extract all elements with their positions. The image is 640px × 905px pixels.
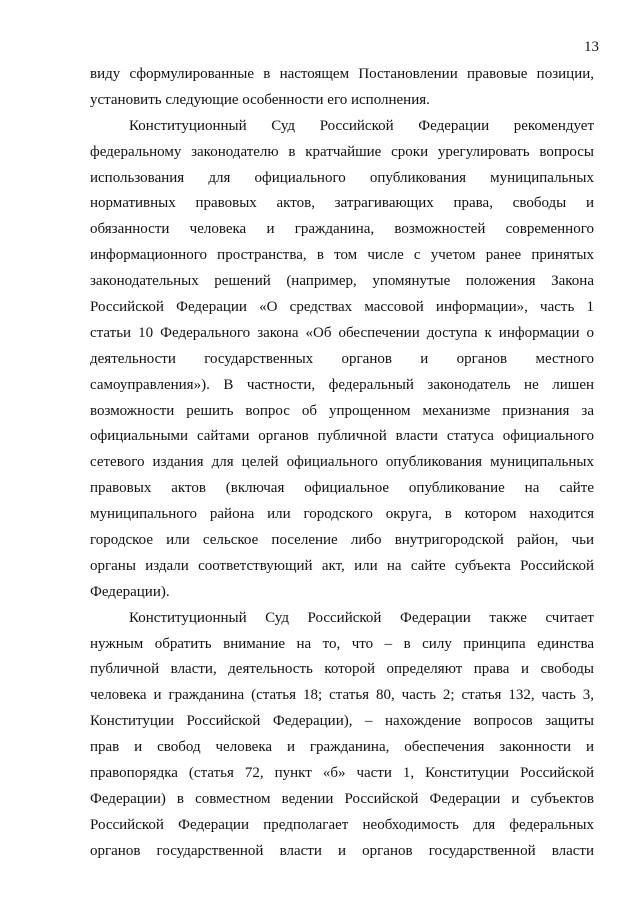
document-body xyxy=(90,62,594,865)
text-line: сетевого издания для целей официального опубликования муниципальных xyxy=(90,454,594,471)
text-line: законодательных решений (например, упомянутые положения Закона xyxy=(90,273,594,290)
text-line: Российской Федерации «О средствах массовой информации», часть 1 xyxy=(90,299,594,316)
text-line: нормативных правовых актов, затрагивающих права, свободы и xyxy=(90,195,594,212)
text-line: установить следующие особенности его исполнения. xyxy=(90,91,430,108)
text-line: информационного пространства, в том числе с учетом ранее принятых xyxy=(90,247,594,264)
text-line: деятельности государственных органов и органов местного xyxy=(90,350,594,367)
text-line: органов государственной власти и органов государственной власти xyxy=(90,842,594,859)
text-line: органы издали соответствующий акт, или на сайте субъекта Российской xyxy=(90,557,594,574)
text-line: правопорядка (статья 72, пункт «б» части 1, Конституции Российской xyxy=(90,765,594,782)
text-line: виду сформулированные в настоящем Постановлении правовые позиции, xyxy=(90,66,594,82)
text-line: Конституционный Суд Российской Федерации рекомендует xyxy=(129,117,594,134)
text-line: федеральному законодателю в кратчайшие сроки урегулировать вопросы xyxy=(90,143,594,160)
text-line: публичной власти, деятельность которой определяют права и свободы xyxy=(90,661,594,678)
text-line: возможности решить вопрос об упрощенном механизме признания за xyxy=(90,402,594,419)
text-line: Конституционный Суд Российской Федерации также считает xyxy=(129,609,594,626)
text-line: статьи 10 Федерального закона «Об обеспечении доступа к информации о xyxy=(90,324,594,341)
text-line: человека и гражданина (статья 18; статья 80, часть 2; статья 132, часть 3, xyxy=(90,687,594,704)
text-line: нужным обратить внимание на то, что – в силу принципа единства xyxy=(90,635,594,652)
text-line: городское или сельское поселение либо внутригородской район, чьи xyxy=(90,532,594,549)
text-line: Российской Федерации предполагает необходимость для федеральных xyxy=(90,816,594,833)
text-line: Конституции Российской Федерации), – нахождение вопросов защиты xyxy=(90,713,594,730)
text-line: Федерации). xyxy=(90,583,170,600)
text-line: прав и свобод человека и гражданина, обеспечения законности и xyxy=(90,739,594,756)
text-line: муниципального района или городского округа, в котором находится xyxy=(90,506,594,523)
page-number: 13 xyxy=(584,39,599,55)
text-line: официальными сайтами органов публичной власти статуса официального xyxy=(90,428,594,445)
text-line: использования для официального опубликования муниципальных xyxy=(90,169,594,186)
text-line: правовых актов (включая официальное опубликование на сайте xyxy=(90,480,594,497)
text-line: обязанности человека и гражданина, возможностей современного xyxy=(90,221,594,238)
text-line: самоуправления»). В частности, федеральный законодатель не лишен xyxy=(90,376,594,393)
text-line: Федерации) в совместном ведении Российской Федерации и субъектов xyxy=(90,790,594,807)
